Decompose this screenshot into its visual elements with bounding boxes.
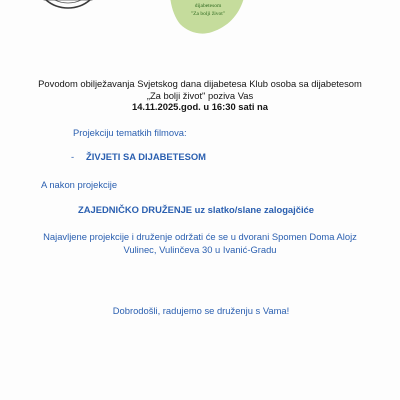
leaf-logo-text-2: "Za bolji život" bbox=[190, 11, 226, 17]
screening-intro: Projekciju tematkih filmova: bbox=[73, 127, 187, 138]
leaf-logo-text-1: dijabetesom bbox=[194, 3, 222, 9]
club-logo-circle bbox=[30, 0, 106, 10]
film-bullet: - bbox=[71, 151, 75, 162]
film-title: ŽIVJETI SA DIJABETESOM bbox=[86, 151, 206, 162]
club-leaf-logo bbox=[166, 0, 250, 36]
invitation-line-2: „Za bolji život" poziva Vas bbox=[146, 90, 254, 101]
club-logo-text bbox=[47, 0, 90, 1]
invitation-line-1: Povodom obilježavanja Svjetskog dana dijabetesa Klub osoba sa dijabetesom bbox=[38, 78, 362, 89]
closing-greeting: Dobrodošli, radujemo se druženju s Vama! bbox=[112, 305, 290, 316]
after-screening-intro: A nakon projekcije bbox=[41, 179, 118, 190]
venue-line-1: Najavljene projekcije i druženje održati će se u dvorani Spomen Doma Alojz bbox=[43, 231, 357, 242]
venue-line-2: Vulinec, Vulinčeva 30 u Ivanić-Gradu bbox=[123, 244, 277, 255]
social-event: ZAJEDNIČKO DRUŽENJE uz slatko/slane zalogajčiće bbox=[77, 204, 314, 215]
event-date-time: 14.11.2025.god. u 16:30 sati na bbox=[131, 101, 268, 112]
